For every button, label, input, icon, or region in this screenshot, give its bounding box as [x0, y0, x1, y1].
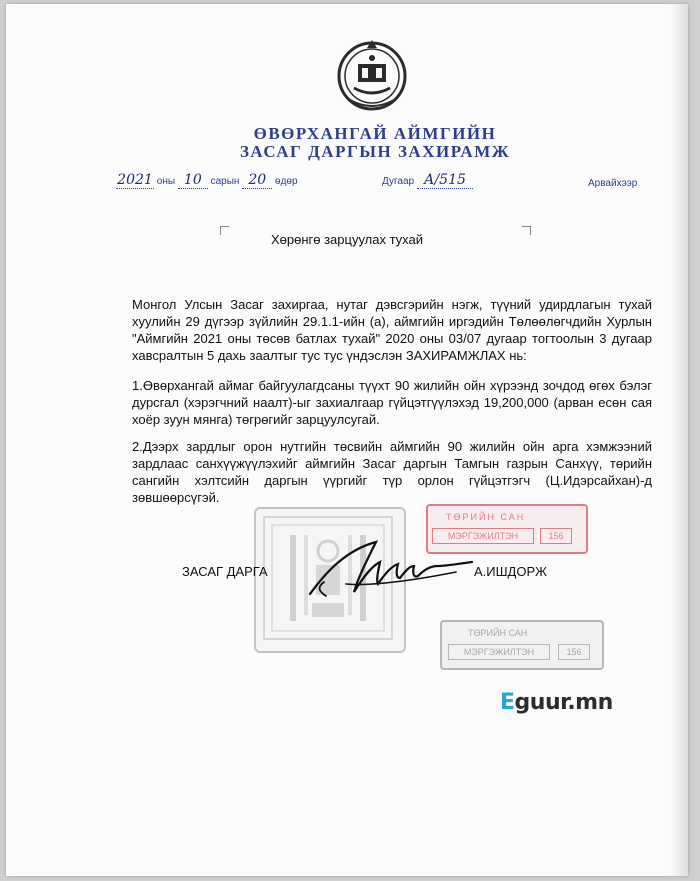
date-row — [116, 172, 298, 189]
date-month-suffix: сарын — [210, 176, 240, 187]
document-title: Хөрөнгө зарцуулах тухай — [270, 232, 424, 247]
body-paragraph-1: Монгол Улсын Засаг захиргаа, нутаг дэвсгэрийн нэгж, түүний удирдлагын тухай хуулийн 29 дүгээр зүйлийн 29.1.1-ийн (а), аймгийн иргэдийн Төлөөлөгчдийн Хурлын "Аймгийн 2021 оны төсөв батлах тухай" 2020 оны 03/07 дугаар тогтоолын 3 дугаар хавсралтын 5 дахь заалтыг тус тус үндэслэн ЗАХИРАМЖЛАХ нь: — [132, 297, 652, 363]
site-watermark — [500, 690, 613, 715]
org-name-line2: ЗАСАГ ДАРГЫН ЗАХИРАМЖ — [239, 142, 511, 161]
number-row — [382, 172, 473, 189]
stamp-gray-title: ТӨРИЙН САН — [468, 628, 528, 638]
treasury-stamp-gray — [440, 620, 604, 670]
stamp-gray-number: 156 — [558, 644, 590, 660]
signatory-name: А.ИШДОРЖ — [474, 564, 547, 579]
org-name-line1: ӨВӨРХАНГАЙ АЙМГИЙН — [253, 124, 497, 143]
number-value: А/515 — [417, 172, 473, 189]
date-month: 10 — [178, 172, 208, 189]
handwritten-signature-icon — [306, 532, 476, 602]
watermark-brand-first: E — [500, 690, 515, 715]
watermark-brand-rest: guur.mn — [514, 690, 613, 715]
stamp-red-title: ТӨРИЙН САН — [446, 512, 526, 522]
place-name: Арвайхээр — [588, 178, 638, 189]
date-day: 20 — [242, 172, 272, 189]
date-year: 2021 — [117, 172, 153, 188]
body-paragraph-2: 1.Өвөрхангай аймаг байгуулагдсаны түүхт 90 жилийн ойн хүрээнд зочдод өгөх бэлэг дурсгал (хэрэгчний наалт)-ыг захиалгаар гүйцэтгүүлэхэд 19,200,000 (арван есөн сая хоёр зуун мянга) төгрөгийг зарцуулсугай. — [132, 378, 652, 427]
state-emblem-icon — [336, 38, 408, 116]
number-label: Дугаар — [382, 176, 415, 187]
body-paragraph-3: 2.Дээрх зардлыг орон нутгийн төсвийн аймгийн 90 жилийн ойн арга хэмжээний зардлаас санхүүжүүлэхийг аймгийн Засаг даргын Тамгын газрын Санхүү, төрийн сангийн хэлтсийн даргын үүргийг түр орлон гүйцэтгэгч (Ц.Идэрсайхан)-д зөвшөөрсүгэй. — [132, 439, 652, 505]
stamp-red-role: МЭРГЭЖИЛТЭН — [432, 528, 534, 544]
signature-label: ЗАСАГ ДАРГА — [182, 564, 268, 579]
stamp-gray-role: МЭРГЭЖИЛТЭН — [448, 644, 550, 660]
date-year-suffix: оны — [156, 176, 176, 187]
document-page — [6, 4, 688, 876]
stamp-red-number: 156 — [540, 528, 572, 544]
date-day-suffix: өдөр — [275, 176, 298, 187]
